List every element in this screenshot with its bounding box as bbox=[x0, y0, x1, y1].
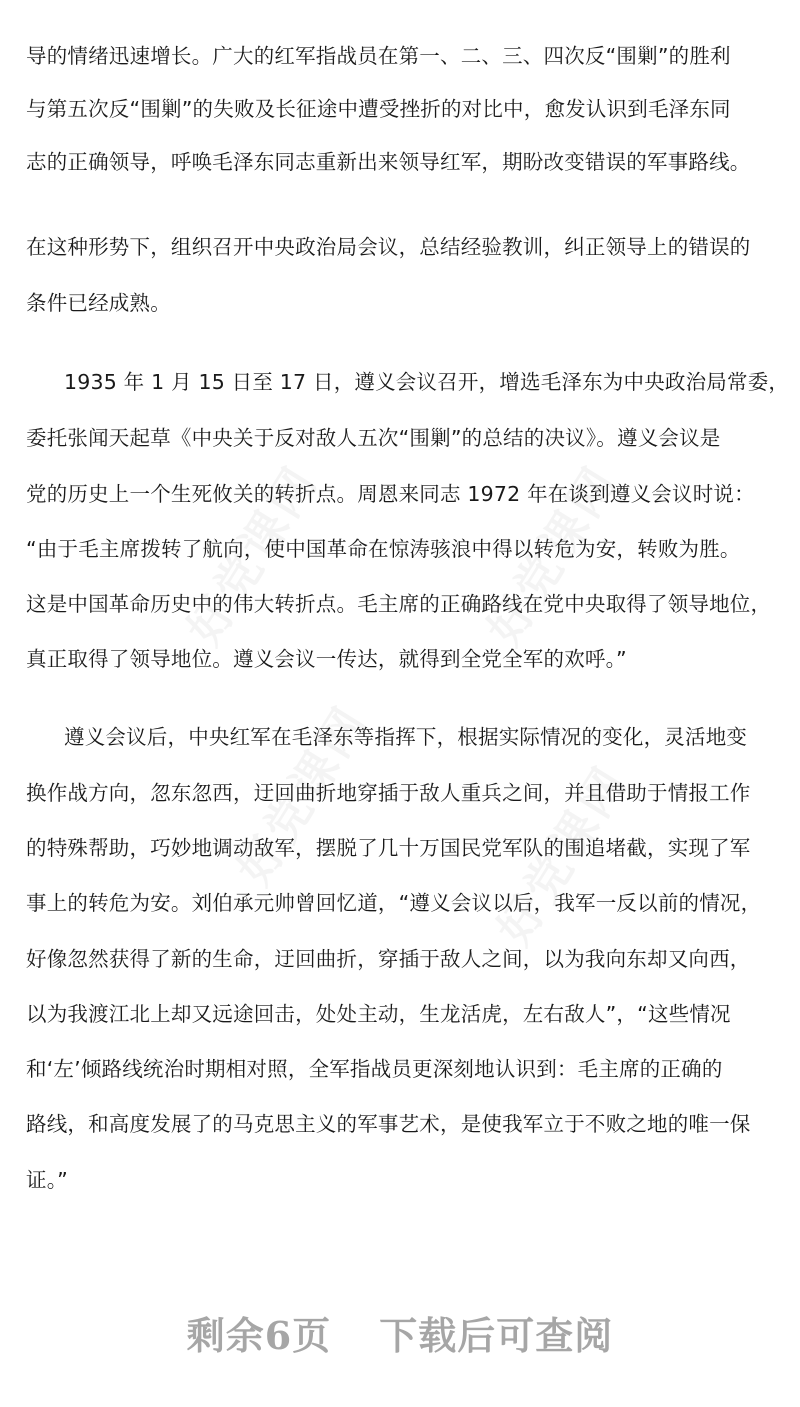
text-line: 条件已经成熟。 bbox=[26, 291, 171, 315]
text-line: 好像忽然获得了新的生命，迂回曲折，穿插于敌人之间，以为我向东却又向西， bbox=[26, 947, 751, 971]
text-line: “由于毛主席拨转了航向，使中国革命在惊涛骇浪中得以转危为安，转败为胜。 bbox=[26, 537, 741, 561]
text-line: 导的情绪迅速增长。广大的红军指战员在第一、二、三、四次反“围剿”的胜利 bbox=[26, 44, 731, 68]
download-to-view-label[interactable]: 下载后可查阅 bbox=[379, 1313, 614, 1358]
download-banner[interactable] bbox=[0, 1305, 800, 1360]
text-line: 事上的转危为安。刘伯承元帅曾回忆道，“遵义会议以后，我军一反以前的情况， bbox=[26, 891, 762, 915]
text-line: 在这种形势下，组织召开中央政治局会议，总结经验教训，纠正领导上的错误的 bbox=[26, 235, 751, 259]
text-line: 的特殊帮助，巧妙地调动敌军，摆脱了几十万国民党军队的围追堵截，实现了军 bbox=[26, 836, 751, 860]
text-line: 换作战方向，忽东忽西，迂回曲折地穿插于敌人重兵之间，并且借助于情报工作 bbox=[26, 781, 751, 805]
text-line: 这是中国革命历史中的伟大转折点。毛主席的正确路线在党中央取得了领导地位， bbox=[26, 592, 772, 616]
remaining-pages-label: 剩余6页 bbox=[186, 1313, 332, 1358]
text-line: 与第五次反“围剿”的失败及长征途中遭受挫折的对比中，愈发认识到毛泽东同 bbox=[26, 97, 731, 121]
text-line: 委托张闻天起草《中央关于反对敌人五次“围剿”的总结的决议》。遵义会议是 bbox=[26, 426, 721, 450]
text-line: 党的历史上一个生死攸关的转折点。周恩来同志 1972 年在谈到遵义会议时说： bbox=[26, 482, 755, 506]
text-line: 证。” bbox=[26, 1168, 68, 1192]
text-line: 以为我渡江北上却又远途回击，处处主动，生龙活虎，左右敌人”，“这些情况 bbox=[26, 1002, 731, 1026]
text-line: 和‘左’倾路线统治时期相对照，全军指战员更深刻地认识到：毛主席的正确的 bbox=[26, 1057, 723, 1081]
text-line: 真正取得了领导地位。遵义会议一传达，就得到全党全军的欢呼。” bbox=[26, 647, 627, 671]
text-line: 路线，和高度发展了的马克思主义的军事艺术，是使我军立于不败之地的唯一保 bbox=[26, 1112, 751, 1136]
text-line: 志的正确领导，呼唤毛泽东同志重新出来领导红军，期盼改变错误的军事路线。 bbox=[26, 150, 751, 174]
text-line: 1935 年 1 月 15 日至 17 日，遵义会议召开，增选毛泽东为中央政治局常委， bbox=[64, 370, 790, 394]
text-line: 遵义会议后，中央红军在毛泽东等指挥下，根据实际情况的变化，灵活地变 bbox=[64, 725, 748, 749]
